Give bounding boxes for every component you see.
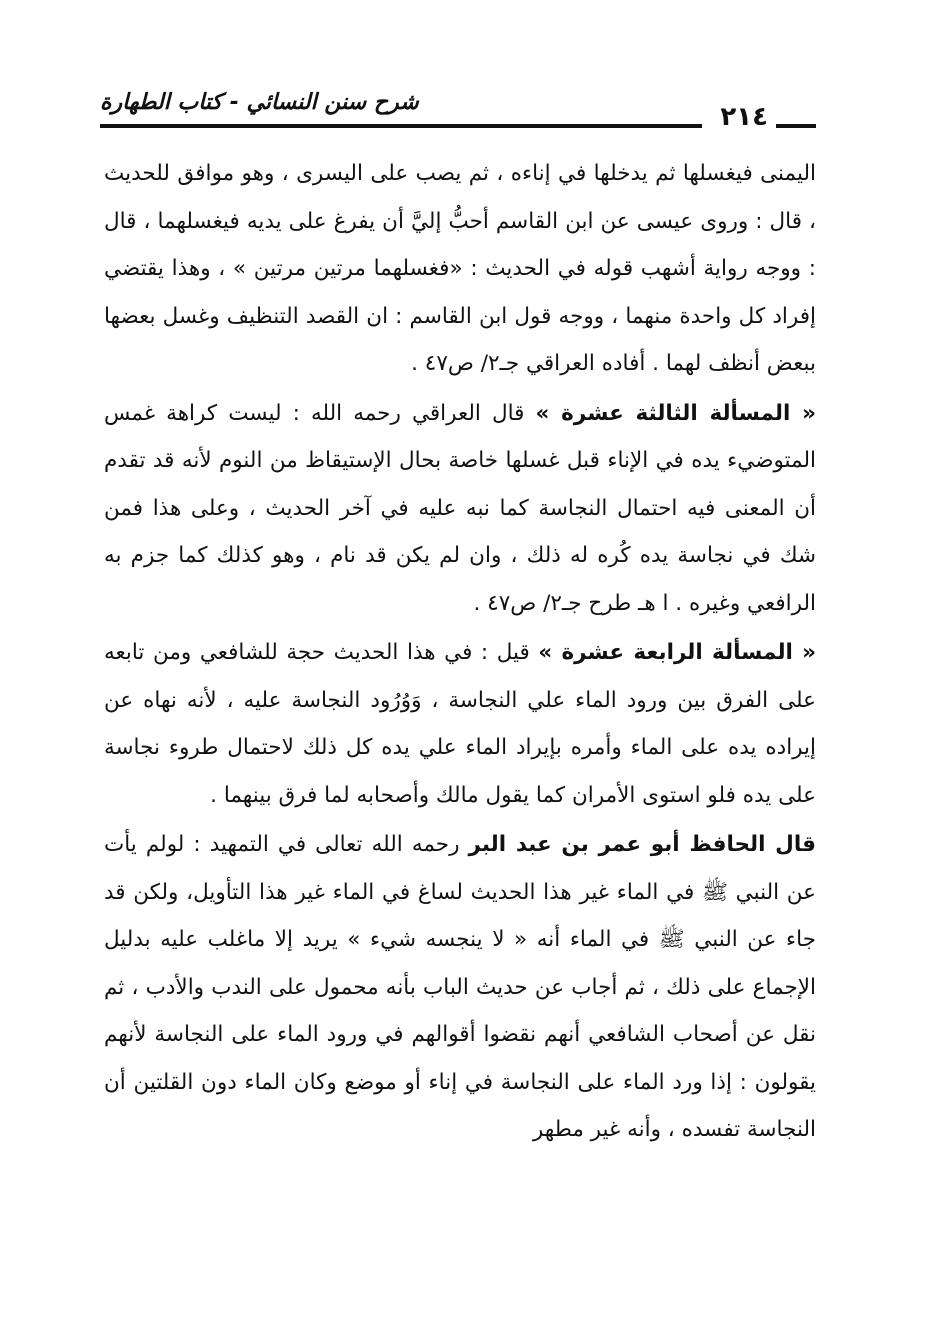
body-text bbox=[104, 150, 816, 1154]
paragraph-2 bbox=[104, 390, 816, 628]
paragraph-1-text: اليمنى فيغسلها ثم يدخلها في إناءه ، ثم يصب على اليسرى ، وهو موافق للحديث ، قال : وروى عيسى عن ابن القاسم أحبُّ إليَّ أن يفرغ على يديه فيغسلهما ، قال : ووجه رواية أشهب قوله في الحديث : «فغسلهما مرتين مرتين » ، وهذا يقتضي إفراد كل واحدة منهما ، ووجه قول ابن القاسم : ان القصد التنظيف وغسل بعضها ببعض أنظف لهما . أفاده العراقي جـ٢/ ص٤٧ . bbox=[104, 161, 816, 376]
page-number: ٢١٤ bbox=[720, 102, 768, 132]
paragraph-4-heading: قال الحافظ أبو عمر بن عبد البر bbox=[468, 832, 816, 857]
running-title: شرح سنن النسائي - كتاب الطهارة bbox=[100, 90, 419, 115]
paragraph-4-text: رحمه الله تعالى في التمهيد : لولم يأت عن النبي ﷺ في الماء غير هذا الحديث لساغ في الماء غير هذا التأويل، ولكن قد جاء عن النبي ﷺ في الماء أنه « لا ينجسه شيء » يريد إلا ماغلب عليه بدليل الإجماع على ذلك ، ثم أجاب عن حديث الباب بأنه محمول على الندب والأدب ، ثم نقل عن أصحاب الشافعي أنهم نقضوا أقوالهم في ورود الماء على النجاسة لأنهم يقولون : إذا ورد الماء على النجاسة في إناء أو موضع وكان الماء دون القلتين أن النجاسة تفسده ، وأنه غير مطهر bbox=[104, 832, 816, 1142]
paragraph-2-heading: « المسألة الثالثة عشرة » bbox=[535, 400, 816, 426]
paragraph-3-heading: « المسألة الرابعة عشرة » bbox=[538, 640, 817, 665]
paragraph-3 bbox=[104, 629, 816, 819]
paragraph-1 bbox=[104, 150, 816, 388]
paragraph-4 bbox=[104, 821, 816, 1154]
page-header bbox=[100, 88, 816, 132]
paragraph-3-text: قيل : في هذا الحديث حجة للشافعي ومن تابعه على الفرق بين ورود الماء علي النجاسة ، وَوُرُود النجاسة عليه ، لأنه نهاه عن إيراده يده على الماء وأمره بإيراد الماء علي يده كل ذلك لاحتمال طروء نجاسة على يده فلو استوى الأمران كما يقول مالك وأصحابه لما فرق بينهما . bbox=[104, 640, 816, 808]
paragraph-2-text: قال العراقي رحمه الله : ليست كراهة غمس المتوضيء يده في الإناء قبل غسلها خاصة بحال الإستيقاظ من النوم لأنه قد تقدم أن المعنى فيه احتمال النجاسة كما نبه عليه في آخر الحديث ، وعلى هذا فمن شك في نجاسة يده كُره له ذلك ، وان لم يكن قد نام ، وهو كذلك كما جزم به الرافعي وغيره . ا هـ طرح جـ٢/ ص٤٧ . bbox=[104, 400, 816, 616]
page-number-rule bbox=[776, 124, 816, 128]
header-rule bbox=[100, 124, 702, 128]
